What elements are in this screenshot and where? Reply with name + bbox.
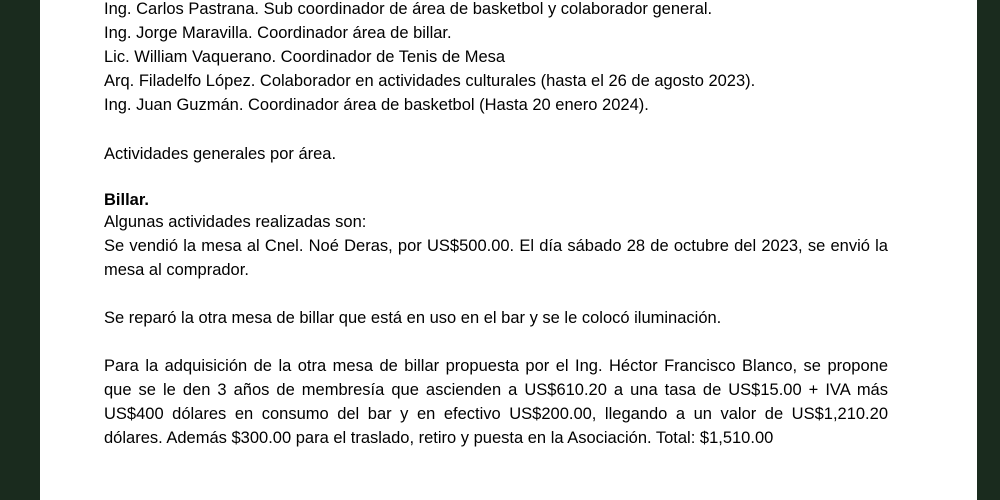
staff-line-3: Lic. William Vaquerano. Coordinador de Tenis de Mesa bbox=[104, 48, 506, 66]
staff-line-2: Ing. Jorge Maravilla. Coordinador área de billar. bbox=[104, 24, 452, 42]
page-border-left bbox=[0, 0, 40, 500]
billar-paragraph-sale: Se vendió la mesa al Cnel. Noé Deras, por US$500.00. El día sábado 28 de octubre del 2023, se envió la mesa al comprador. bbox=[104, 237, 888, 279]
billar-intro: Algunas actividades realizadas son: bbox=[104, 213, 367, 231]
staff-line-4: Arq. Filadelfo López. Colaborador en actividades culturales (hasta el 26 de agosto 2023). bbox=[104, 72, 756, 90]
billar-heading: Billar. bbox=[104, 191, 149, 209]
section-intro: Actividades generales por área. bbox=[104, 145, 337, 163]
document-page bbox=[40, 0, 977, 500]
billar-paragraph-repair: Se reparó la otra mesa de billar que está en uso en el bar y se le colocó iluminación. bbox=[104, 309, 722, 327]
staff-line-1: Ing. Carlos Pastrana. Sub coordinador de área de basketbol y colaborador general. bbox=[104, 0, 713, 18]
billar-paragraph-acquisition: Para la adquisición de la otra mesa de billar propuesta por el Ing. Héctor Francisco Blanco, se propone que se le den 3 años de membresía que ascienden a US$610.20 a una tasa de US$15.00 + IVA más US$400 dólares en consumo del bar y en efectivo US$200.00, llegando a un valor de US$1,210.20 dólares. Además $300.00 para el traslado, retiro y puesta en la Asociación. Total: $1,510.00 bbox=[104, 357, 888, 447]
page-border-right bbox=[977, 0, 1000, 500]
staff-line-5: Ing. Juan Guzmán. Coordinador área de basketbol (Hasta 20 enero 2024). bbox=[104, 96, 649, 114]
